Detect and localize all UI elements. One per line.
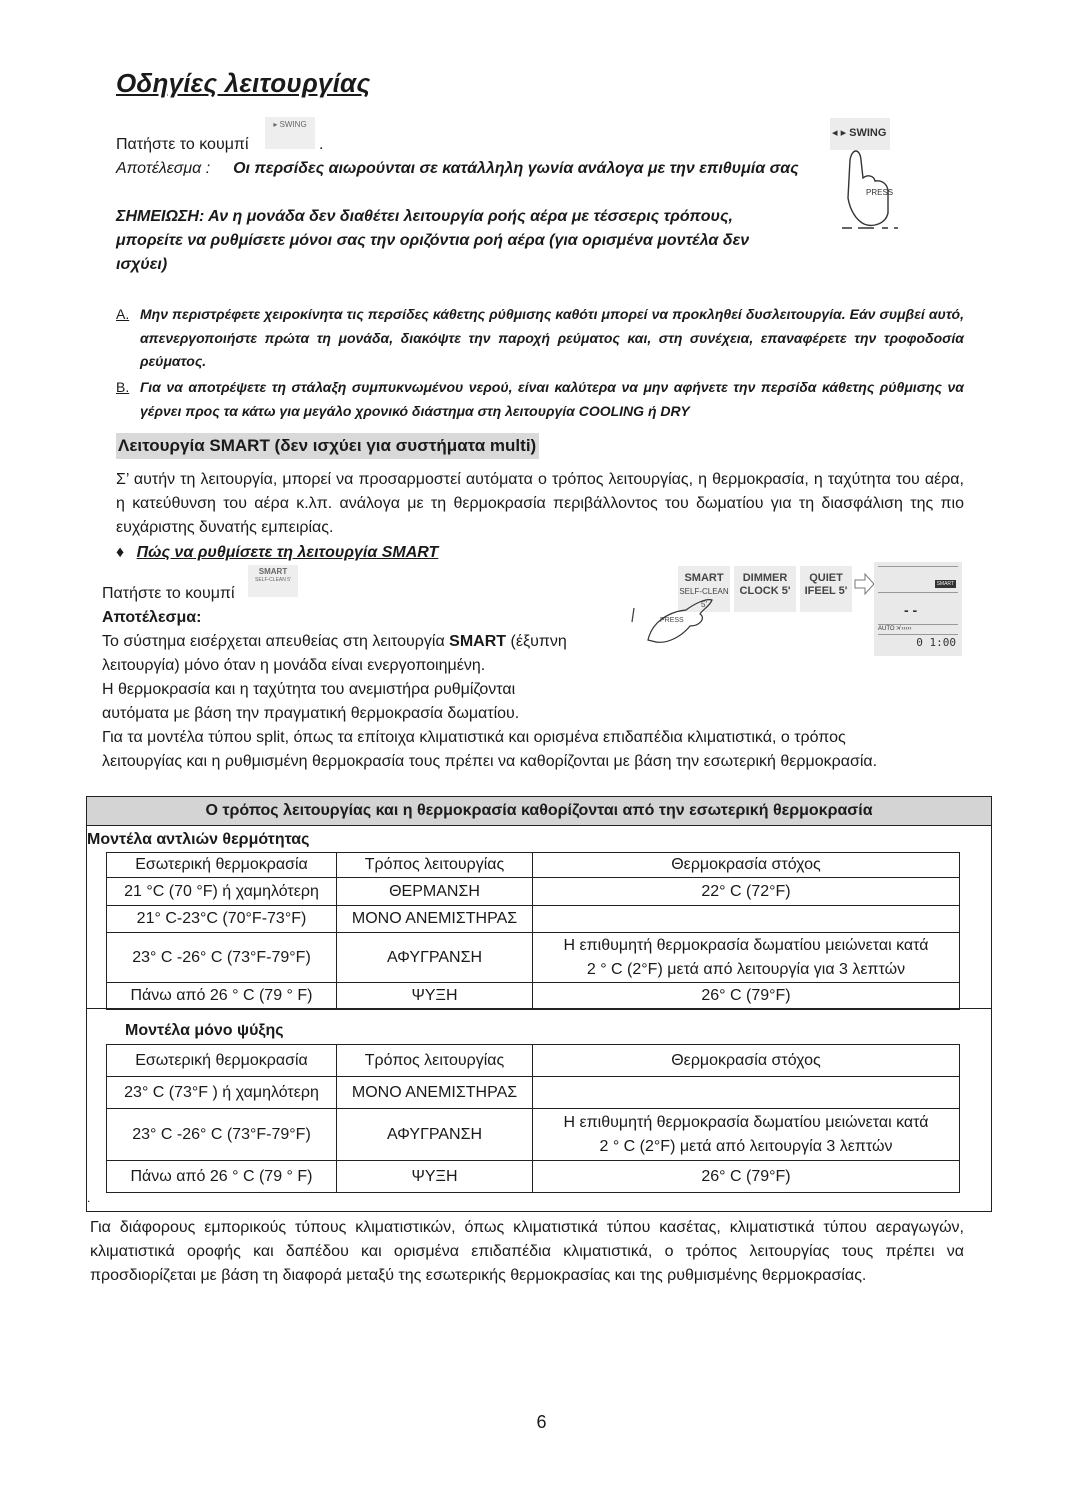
swing-note-line-3: ισχύει) xyxy=(116,256,168,273)
table-cell: ΨΥΞΗ xyxy=(337,1161,533,1193)
remote-smart-illustration xyxy=(630,560,965,670)
heat-pump-title: Μοντέλα αντλιών θερμότητας xyxy=(87,831,310,848)
smart-result-line-1-post: (έξυπνη xyxy=(506,633,567,650)
table-row xyxy=(107,1161,960,1193)
note-a-text: Μην περιστρέφετε χειροκίνητα τις περσίδες κάθετης ρύθμισης καθότι μπορεί να προκληθεί δυσλειτουργία. Εάν συμβεί αυτό, απενεργοποιήστε πρώτα τη μονάδα, διακόψτε την παροχή ρεύματος και, στη συνέχεια, επαναφέρετε την τροφοδοσία ρεύματος. xyxy=(140,306,964,369)
smart-press-text: Πατήστε το κουμπί xyxy=(102,585,235,602)
lcd-smart-badge: SMART xyxy=(936,581,954,587)
lcd-fan-speed: AUTO ≯ ››››› xyxy=(878,626,912,632)
smart-result-line-1-bold: SMART xyxy=(449,633,507,650)
note-b-letter: B. xyxy=(116,379,130,395)
smart-button-label: SMART xyxy=(258,567,288,576)
smart-button-sublabel: SELF-CLEAN 5' xyxy=(255,577,291,583)
smart-result-line-4: αυτόματα με βάση την πραγματική θερμοκρασία δωματίου. xyxy=(102,705,520,722)
lcd-time: 0 1:00 xyxy=(916,636,956,649)
diamond-bullet-icon: ♦ xyxy=(116,544,125,561)
page-title: Οδηγίες λειτουργίας xyxy=(116,68,371,98)
mode-temperature-table xyxy=(86,796,992,1212)
table-row xyxy=(107,933,960,983)
remote-key-smart: SMART SELF-CLEAN 5' xyxy=(678,566,730,612)
table-cell: 26° C (79°F) xyxy=(533,1161,960,1193)
lcd-dashes: - - xyxy=(904,602,918,618)
remote-key-quiet: QUIET IFEEL 5' xyxy=(800,566,852,612)
table-row xyxy=(107,878,960,906)
swing-result-label: Αποτέλεσμα : xyxy=(116,160,211,177)
page-number: 6 xyxy=(536,1412,547,1432)
swing-result xyxy=(116,157,816,181)
table-cell: 23° C -26° C (73°F-79°F) xyxy=(107,1109,337,1161)
note-a-letter: A. xyxy=(116,306,130,322)
remote-press-label: PRESS xyxy=(660,617,684,624)
smart-result-line-2: λειτουργία) μόνο όταν η μονάδα είναι ενεργοποιημένη. xyxy=(102,657,486,674)
swing-press-suffix: . xyxy=(319,136,324,153)
trailing-dot: . xyxy=(87,1191,91,1205)
swing-result-text: Οι περσίδες αιωρούνται σε κατάλληλη γωνία ανάλογα με την επιθυμία σας xyxy=(233,160,799,177)
table-row xyxy=(107,1077,960,1109)
smart-result-line-1-pre: Το σύστημα εισέρχεται απευθείας στη λειτουργία xyxy=(102,633,450,650)
smart-result-line-1 xyxy=(102,630,567,654)
column-header: Τρόπος λειτουργίας xyxy=(337,1045,533,1077)
table-cell: ΜΟΝΟ ΑΝΕΜΙΣΤΗΡΑΣ xyxy=(337,906,533,933)
remote-key-dimmer: DIMMER CLOCK 5' xyxy=(734,566,796,612)
note-a xyxy=(116,303,964,374)
footer-paragraph: Για διάφορους εμπορικούς τύπους κλιματιστικών, όπως κλιματιστικά τύπου κασέτας, κλιματιστικά τύπου αεραγωγών, κλιματιστικά οροφής και δαπέδου και ορισμένα επιδαπέδια κλιματιστικά, ο τρόπος λειτουργίας τους πρέπει να προσδιορίζεται με βάση τη διαφορά μεταξύ της εσωτερικής θερμοκρασίας και της ρυθμισμένης θερμοκρασίας. xyxy=(90,1219,964,1284)
swing-press-illustration xyxy=(830,118,902,233)
smart-button-image xyxy=(248,565,298,597)
table-row xyxy=(107,983,960,1010)
table-cell: Πάνω από 26 ° C (79 ° F) xyxy=(107,1161,337,1193)
table-cell: ΑΦΥΓΡΑΝΣΗ xyxy=(337,1109,533,1161)
table-cell xyxy=(533,906,960,933)
table-cell: 21° C-23°C (70°F-73°F) xyxy=(107,906,337,933)
column-header: Τρόπος λειτουργίας xyxy=(337,853,533,878)
table-row xyxy=(107,1109,960,1161)
swing-button-label: ▸ SWING xyxy=(273,120,307,129)
table-cell: ΨΥΞΗ xyxy=(337,983,533,1010)
cell-line: Η επιθυμητή θερμοκρασία δωματίου μειώνεται κατά xyxy=(563,1113,929,1131)
swing-press-text: Πατήστε το κουμπί xyxy=(116,136,249,153)
smart-result-label: Αποτέλεσμα: xyxy=(102,609,202,626)
smart-intro: Σ’ αυτήν τη λειτουργία, μπορεί να προσαρμοστεί αυτόματα ο τρόπος λειτουργίας, η θερμοκρασία, η ταχύτητα του αέρα, η κατεύθυνση του αέρα κ.λπ. ανάλογα με τη θερμοκρασία περιβάλλοντος του δωματίου για τη διασφάλιση της πιο ευχάριστης δυνατής εμπειρίας. xyxy=(116,471,964,536)
table-cell: ΑΦΥΓΡΑΝΣΗ xyxy=(337,933,533,983)
swing-note-line-1: ΣΗΜΕΙΩΣΗ: Αν η μονάδα δεν διαθέτει λειτουργία ροής αέρα με τέσσερις τρόπους, xyxy=(116,208,733,225)
table-cell: Πάνω από 26 ° C (79 ° F) xyxy=(107,983,337,1010)
smart-section-heading: Λειτουργία SMART (δεν ισχύει για συστήματα multi) xyxy=(116,433,539,459)
table-cell: ΘΕΡΜΑΝΣΗ xyxy=(337,878,533,906)
heat-pump-table xyxy=(106,852,960,1010)
column-header: Θερμοκρασία στόχος xyxy=(533,853,960,878)
table-cell: ΜΟΝΟ ΑΝΕΜΙΣΤΗΡΑΣ xyxy=(337,1077,533,1109)
cell-line: Η επιθυμητή θερμοκρασία δωματίου μειώνεται κατά xyxy=(563,936,929,954)
cooling-only-table xyxy=(106,1044,960,1193)
cell-line: 2 ° C (2°F) μετά από λειτουργία για 3 λεπτών xyxy=(586,960,906,978)
swing-press-line xyxy=(116,133,249,157)
table-cell xyxy=(533,1077,960,1109)
hand-press-icon xyxy=(830,118,902,233)
note-b-text: Για να αποτρέψετε τη στάλαξη συμπυκνωμένου νερού, είναι καλύτερα να μην αφήνετε την περσίδα κάθετης ρύθμισης να γέρνει προς τα κάτω για μεγάλο χρονικό διάστημα στη λειτουργία COOLING ή DRY xyxy=(140,379,964,419)
swing-icon-label: ◂ ▸ SWING xyxy=(832,127,887,139)
table-header-row xyxy=(107,853,960,878)
cell-line: 2 ° C (2°F) μετά από λειτουργία 3 λεπτών xyxy=(599,1137,893,1155)
table-row xyxy=(107,906,960,933)
split-text-line-1: Για τα μοντέλα τύπου split, όπως τα επίτοιχα κλιματιστικά και ορισμένα επιδαπέδια κλιματιστικά, ο τρόπος xyxy=(102,729,846,746)
table-cell: 23° C -26° C (73°F-79°F) xyxy=(107,933,337,983)
table-cell: 26° C (79°F) xyxy=(533,983,960,1010)
swing-icon-press: PRESS xyxy=(866,188,894,197)
swing-note-line-2: μπορείτε να ρυθμίσετε μόνοι σας την οριζόντια ροή αέρα (για ορισμένα μοντέλα δεν xyxy=(116,232,750,249)
smart-howto-heading xyxy=(116,541,438,565)
table-divider xyxy=(87,1008,991,1009)
cooling-only-title: Μοντέλα μόνο ψύξης xyxy=(125,1022,284,1039)
column-header: Εσωτερική θερμοκρασία xyxy=(107,1045,337,1077)
table-cell xyxy=(533,933,960,983)
table-header-row xyxy=(107,1045,960,1077)
note-b xyxy=(116,376,964,423)
table-cell: 21 °C (70 °F) ή χαμηλότερη xyxy=(107,878,337,906)
column-header: Θερμοκρασία στόχος xyxy=(533,1045,960,1077)
remote-lcd-display xyxy=(874,562,962,656)
smart-result-line-3: Η θερμοκρασία και η ταχύτητα του ανεμιστήρα ρυθμίζονται xyxy=(102,681,516,698)
table-cell: 23° C (73°F ) ή χαμηλότερη xyxy=(107,1077,337,1109)
column-header: Εσωτερική θερμοκρασία xyxy=(107,853,337,878)
table-cell: 22° C (72°F) xyxy=(533,878,960,906)
table-header: Ο τρόπος λειτουργίας και η θερμοκρασία καθορίζονται από την εσωτερική θερμοκρασία xyxy=(87,797,991,826)
swing-button-image xyxy=(265,117,315,149)
table-cell xyxy=(533,1109,960,1161)
split-text-line-2: λειτουργίας και η ρυθμισμένη θερμοκρασία τους πρέπει να καθορίζονται με βάση την εσωτερική θερμοκρασία. xyxy=(102,753,878,770)
smart-howto-text: Πώς να ρυθμίσετε τη λειτουργία SMART xyxy=(136,544,439,561)
